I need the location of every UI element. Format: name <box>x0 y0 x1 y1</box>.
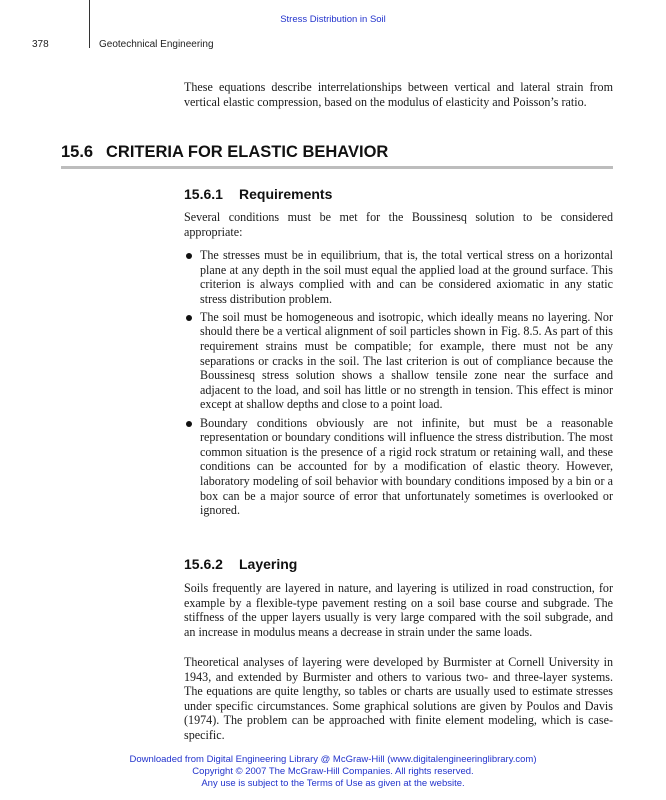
header-divider <box>89 0 90 48</box>
bullet-icon <box>186 421 192 427</box>
bullet-icon <box>186 253 192 259</box>
page-number: 378 <box>32 39 49 50</box>
list-item <box>184 248 613 306</box>
subsection-title: Requirements <box>239 186 333 202</box>
page-header <box>0 0 666 48</box>
bullet-text: Boundary conditions obviously are not infinite, but must be a reasonable representation or boundary conditions will influence the stress distribution. The most common situation is the presence of a rigid rock stratum or retaining wall, and these conditions can be accounted for by a modification of elastic theory. However, laboratory modeling of soil behavior with boundary conditions imposed by a bin or a box can be a major source of error that unfortunately sometimes is overlooked or ignored. <box>200 415 613 518</box>
bullet-icon <box>186 315 192 321</box>
page-footer <box>0 754 666 790</box>
section-number: 15.6 <box>61 143 94 161</box>
subsection-number: 15.6.2 <box>184 556 223 572</box>
running-head: Geotechnical Engineering <box>99 39 214 50</box>
list-item <box>184 310 613 412</box>
section-title: CRITERIA FOR ELASTIC BEHAVIOR <box>106 143 389 161</box>
subsection-heading-layering <box>184 556 613 572</box>
layering-paragraph-1: Soils frequently are layered in nature, and layering is utilized in road construction, for example by a flexible-type pavement resting on a soil base course and subgrade. The stiffness of the upper layers usually is very large compared with the soil subgrade, and an increase in modulus means a decrease in strain under the same loads. <box>184 581 613 639</box>
section-heading <box>61 143 613 162</box>
bullet-text: The stresses must be in equilibrium, that is, the total vertical stress on a horizontal plane at any depth in the soil must equal the applied load at the ground surface. This criterion is always complied with and can be considered axiomatic in any static stress distribution problem. <box>200 248 613 306</box>
requirements-intro: Several conditions must be met for the Boussinesq solution to be considered appropriate: <box>184 210 613 239</box>
footer-copyright[interactable]: Copyright © 2007 The McGraw-Hill Companies. All rights reserved. <box>192 766 474 777</box>
list-item <box>184 416 613 518</box>
subsection-title: Layering <box>239 556 298 572</box>
bullet-text: The soil must be homogeneous and isotropic, which ideally means no layering. Nor should there be a vertical alignment of soil particles shown in Fig. 8.5. As part of this requirement strains must be compatible; for example, there must not be any separations or cracks in the soil. The last criterion is out of compliance because the Boussinesq stress solution shows a shallow tensile zone near the surface and adjacent to the load, and soil has little or no strength in tension. This effect is minor except at shallow depths and close to a point load. <box>200 309 613 412</box>
subsection-heading-requirements <box>184 186 613 202</box>
footer-download-link[interactable]: Downloaded from Digital Engineering Library @ McGraw-Hill (www.digitalengineeringlibrary.com) <box>129 754 537 765</box>
subsection-number: 15.6.1 <box>184 186 223 202</box>
layering-paragraph-2: Theoretical analyses of layering were developed by Burmister at Cornell University in 1943, and extended by Burmister and others to various two- and three-layer systems. The equations are quite lengthy, so tables or charts are usually used to estimate stresses under specific circumstances. Some graphical solutions are given by Poulos and Davis (1974). The problem can be approached with finite element modeling, which is case-specific. <box>184 655 613 742</box>
intro-paragraph: These equations describe interrelationships between vertical and lateral strain from vertical elastic compression, based on the modulus of elasticity and Poisson’s ratio. <box>184 80 613 109</box>
requirements-list <box>184 248 613 521</box>
footer-terms[interactable]: Any use is subject to the Terms of Use as given at the website. <box>201 778 465 789</box>
section-rule <box>61 166 613 169</box>
chapter-title-link[interactable]: Stress Distribution in Soil <box>280 14 386 25</box>
